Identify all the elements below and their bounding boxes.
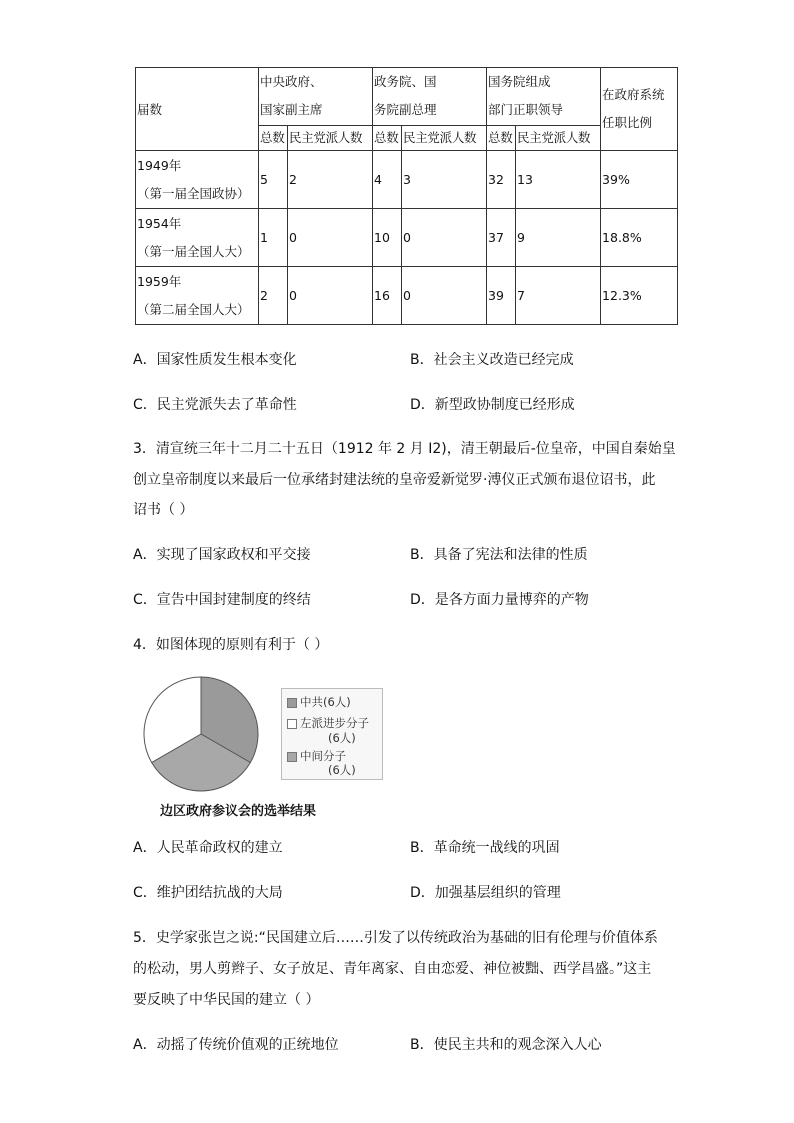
pie-chart: [138, 676, 264, 792]
header-ratio: 在政府系统 任职比例: [601, 68, 678, 151]
q2-option-c[interactable]: C．民主党派失去了革命性: [133, 397, 297, 413]
legend-item-left: 左派进步分子: [287, 716, 369, 730]
table-row: 1959年 （第二届全国人大） 2 0 16 0 39 7 12.3%: [136, 267, 678, 325]
q3-option-b[interactable]: B．具备了宪法和法律的性质: [410, 547, 588, 563]
q5-stem-line3: 要反映了中华民国的建立（ ）: [133, 992, 320, 1008]
q5-option-a[interactable]: A．动摇了传统价值观的正统地位: [133, 1037, 339, 1053]
q2-option-a[interactable]: A．国家性质发生根本变化: [133, 352, 297, 368]
header-vice-premier: 政务院、国 务院副总理: [373, 68, 487, 126]
header-ministers: 国务院组成 部门正职领导: [487, 68, 601, 126]
q5-stem-line1: 5．史学家张岂之说:“民国建立后……引发了以传统政治为基础的旧有伦理与价值体系: [133, 930, 658, 946]
sub-democratic: 民主党派人数: [402, 125, 487, 150]
q4-stem: 4．如图体现的原则有利于（ ）: [133, 637, 329, 653]
sub-total: 总数: [259, 125, 288, 150]
q3-option-a[interactable]: A．实现了国家政权和平交接: [133, 547, 311, 563]
q3-stem-line3: 诏书（ ）: [133, 502, 194, 518]
q3-stem-line2: 创立皇帝制度以来最后一位承绪封建法统的皇帝爱新觉罗·溥仪正式颁布退位诏书，此: [133, 472, 656, 488]
table-row: 1954年 （第一届全国人大） 1 0 10 0 37 9 18.8%: [136, 209, 678, 267]
officials-table: [135, 67, 678, 325]
legend-swatch: [287, 752, 297, 762]
legend-swatch: [287, 719, 297, 729]
q4-option-a[interactable]: A．人民革命政权的建立: [133, 840, 283, 856]
chart-caption: 边区政府参议会的选举结果: [160, 804, 317, 819]
q2-option-b[interactable]: B．社会主义改造已经完成: [410, 352, 574, 368]
pie-legend: [281, 688, 383, 780]
q4-option-c[interactable]: C．维护团结抗战的大局: [133, 885, 283, 901]
q2-option-d[interactable]: D．新型政协制度已经形成: [410, 397, 575, 413]
sub-total: 总数: [487, 125, 516, 150]
legend-item-middle-count: (6人): [328, 763, 356, 777]
legend-item-left-count: (6人): [328, 731, 356, 745]
header-central-gov: 中央政府、 国家副主席: [259, 68, 373, 126]
legend-item-middle: 中间分子: [287, 749, 346, 763]
table-row: 1949年 （第一届全国政协） 5 2 4 3 32 13 39%: [136, 151, 678, 209]
q3-option-c[interactable]: C．宣告中国封建制度的终结: [133, 592, 311, 608]
sub-democratic: 民主党派人数: [516, 125, 601, 150]
legend-swatch: [287, 698, 297, 708]
q5-stem-line2: 的松动，男人剪辫子、女子放足、青年离家、自由恋爱、神位被黜、西学昌盛。”这主: [133, 961, 652, 977]
sub-total: 总数: [373, 125, 402, 150]
q4-option-d[interactable]: D．加强基层组织的管理: [410, 885, 561, 901]
q5-option-b[interactable]: B．使民主共和的观念深入人心: [410, 1037, 602, 1053]
legend-item-cpc: 中共(6人): [287, 695, 351, 709]
q4-option-b[interactable]: B．革命统一战线的巩固: [410, 840, 560, 856]
q3-stem-line1: 3．清宣统三年十二月二十五日（1912 年 2 月 I2)，清王朝最后-位皇帝，中国自秦始皇: [133, 441, 676, 457]
sub-democratic: 民主党派人数: [288, 125, 373, 150]
header-session: 届数: [136, 68, 259, 151]
q3-option-d[interactable]: D．是各方面力量博弈的产物: [410, 592, 589, 608]
